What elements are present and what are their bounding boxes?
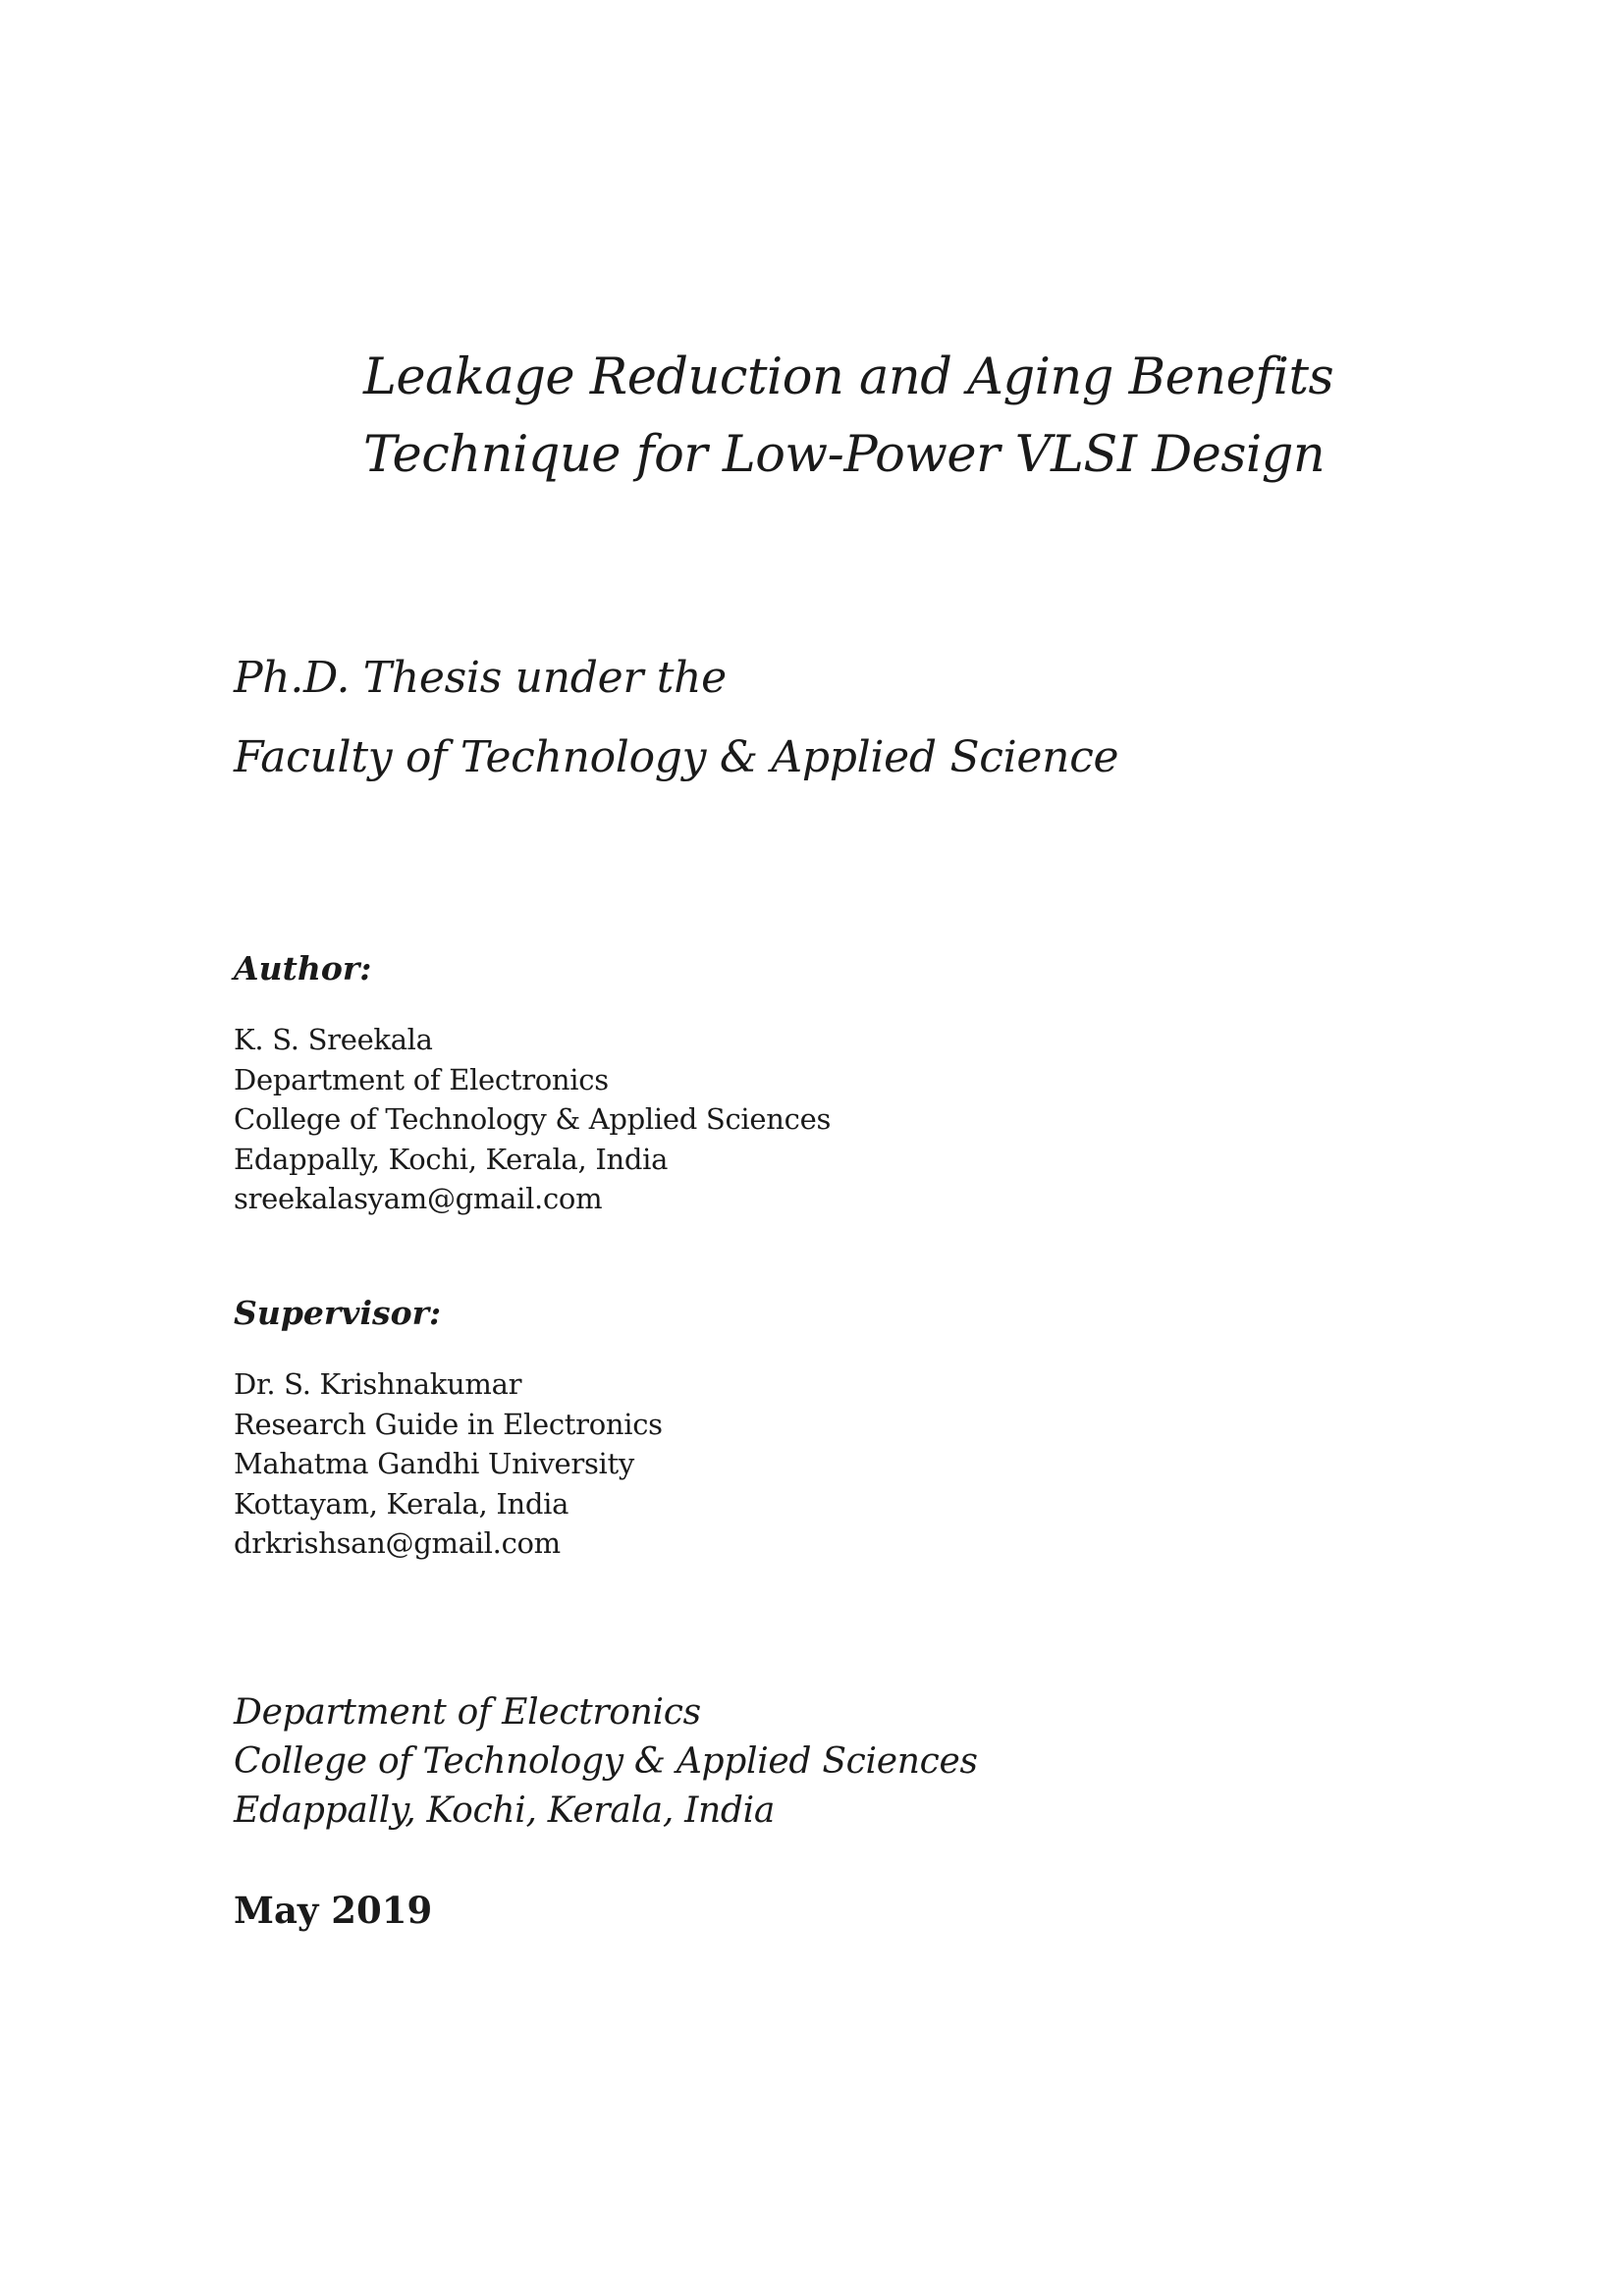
- author-name: K. S. Sreekala: [234, 1023, 433, 1056]
- thesis-faculty-info: [234, 638, 1314, 797]
- supervisor-name: Dr. S. Krishnakumar: [234, 1367, 522, 1401]
- author-section: [234, 949, 1117, 1219]
- supervisor-role: Research Guide in Electronics: [234, 1407, 663, 1441]
- thesis-title: [363, 339, 1345, 494]
- submission-date: May 2019: [234, 1889, 433, 1932]
- author-department: Department of Electronics: [234, 1062, 609, 1096]
- supervisor-location: Kottayam, Kerala, India: [234, 1486, 569, 1521]
- thesis-title-line-2: Technique for Low-Power VLSI Design: [363, 426, 1326, 484]
- author-email: sreekalasyam@gmail.com: [234, 1182, 603, 1215]
- author-heading: Author:: [234, 949, 372, 988]
- institution-college: College of Technology & Applied Sciences: [234, 1741, 978, 1782]
- thesis-degree-line: Ph.D. Thesis under the: [234, 653, 727, 703]
- thesis-title-line-1: Leakage Reduction and Aging Benefits: [363, 348, 1334, 406]
- institution-address: [234, 1688, 1216, 1836]
- author-location: Edappally, Kochi, Kerala, India: [234, 1142, 669, 1176]
- supervisor-university: Mahatma Gandhi University: [234, 1447, 634, 1480]
- thesis-faculty-line: Faculty of Technology & Applied Science: [234, 732, 1119, 782]
- supervisor-email: drkrishsan@gmail.com: [234, 1526, 561, 1560]
- supervisor-heading: Supervisor:: [234, 1294, 442, 1332]
- author-college: College of Technology & Applied Sciences: [234, 1102, 832, 1136]
- institution-department: Department of Electronics: [234, 1692, 701, 1733]
- institution-location: Edappally, Kochi, Kerala, India: [234, 1790, 776, 1831]
- supervisor-section: [234, 1294, 1117, 1564]
